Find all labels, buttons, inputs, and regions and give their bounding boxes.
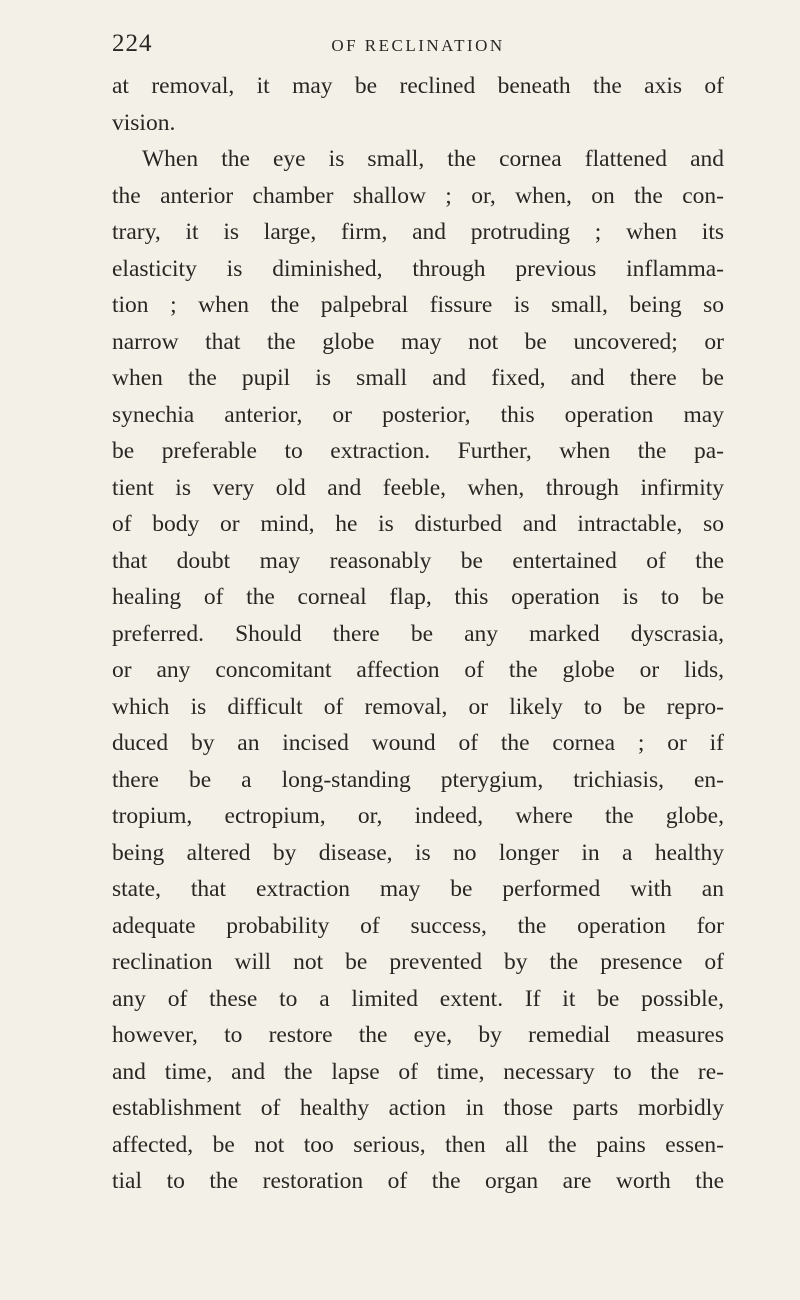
text-line: tropium, ectropium, or, indeed, where the globe, [112,803,724,829]
text-line: when the pupil is small and fixed, and there be [112,365,724,391]
text-line: duced by an incised wound of the cornea ; or if [112,730,724,756]
text-line: there be a long-standing pterygium, trichiasis, en- [112,766,724,793]
text-line: narrow that the globe may not be uncovered; or [112,328,724,355]
text-line: synechia anterior, or posterior, this operation may [112,401,724,428]
text-line: tient is very old and feeble, when, through infirmity [112,474,724,501]
text-line: any of these to a limited extent. If it be possible, [112,985,724,1012]
text-line: state, that extraction may be performed with an [112,876,724,902]
text-line: be preferable to extraction. Further, when the pa- [112,438,724,464]
text-line: of body or mind, he is disturbed and intractable, so [112,511,724,537]
text-line: tial to the restoration of the organ are worth the [112,1168,724,1194]
text-line: that doubt may reasonably be entertained of the [112,547,724,574]
text-line: elasticity is diminished, through previous inflamma- [112,255,724,282]
text-line: however, to restore the eye, by remedial measures [112,1022,724,1048]
text-line: at removal, it may be reclined beneath the axis of [112,73,724,99]
running-head [112,30,724,70]
text-line: or any concomitant affection of the globe or lids, [112,657,724,683]
text-line: When the eye is small, the cornea flattened and [142,146,724,172]
text-line: healing of the corneal flap, this operation is to be [112,584,724,610]
text-line: tion ; when the palpebral fissure is small, being so [112,292,724,318]
text-line: the anterior chamber shallow ; or, when, on the con- [112,182,724,209]
text-line: being altered by disease, is no longer in a healthy [112,839,724,866]
text-line: which is difficult of removal, or likely to be repro- [112,693,724,720]
text-line: reclination will not be prevented by the presence of [112,949,724,975]
body-text [112,68,724,1200]
text-line: establishment of healthy action in those parts morbidly [112,1095,724,1121]
text-line: trary, it is large, firm, and protruding ; when its [112,219,724,245]
page-number: 224 [112,30,153,57]
text-line: affected, be not too serious, then all the pains essen- [112,1131,724,1158]
text-line: adequate probability of success, the operation for [112,912,724,939]
text-line: preferred. Should there be any marked dyscrasia, [112,620,724,647]
text-line: vision. [112,109,176,136]
text-line: and time, and the lapse of time, necessary to the re- [112,1058,724,1085]
running-title: OF RECLINATION [331,36,505,55]
